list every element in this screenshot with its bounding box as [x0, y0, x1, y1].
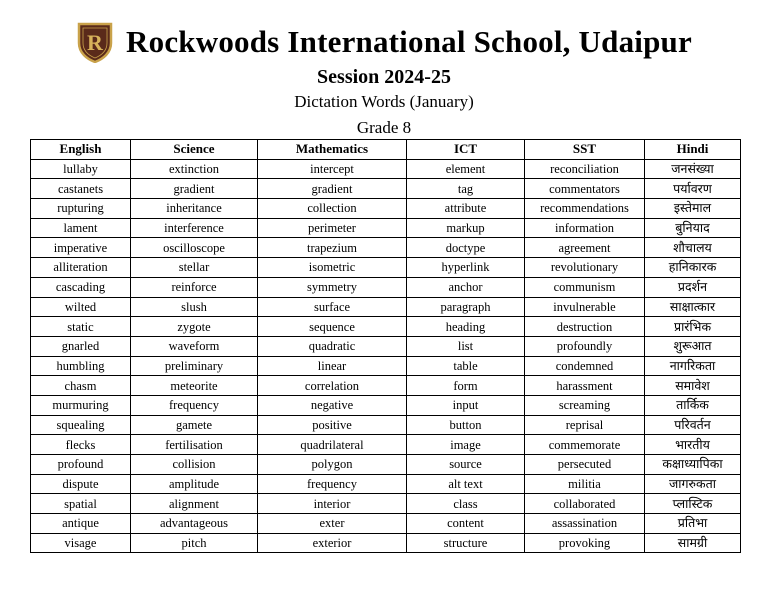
document-header	[0, 20, 768, 139]
word-cell-mathematics: interior	[258, 494, 407, 514]
word-cell-hindi: समावेश	[645, 376, 741, 396]
word-cell-hindi: कक्षाध्यापिका	[645, 455, 741, 475]
word-cell-ict: element	[407, 159, 525, 179]
word-cell-english: imperative	[31, 238, 131, 258]
word-cell-ict: form	[407, 376, 525, 396]
word-cell-mathematics: sequence	[258, 317, 407, 337]
table-row	[31, 277, 741, 297]
table-row	[31, 474, 741, 494]
word-cell-english: chasm	[31, 376, 131, 396]
table-row	[31, 395, 741, 415]
word-cell-science: preliminary	[131, 356, 258, 376]
word-cell-english: visage	[31, 533, 131, 553]
word-cell-sst: agreement	[525, 238, 645, 258]
word-cell-science: amplitude	[131, 474, 258, 494]
word-cell-english: gnarled	[31, 336, 131, 356]
word-cell-science: extinction	[131, 159, 258, 179]
word-cell-mathematics: quadrilateral	[258, 435, 407, 455]
word-cell-ict: alt text	[407, 474, 525, 494]
word-cell-english: wilted	[31, 297, 131, 317]
word-cell-sst: assassination	[525, 514, 645, 534]
table-row	[31, 455, 741, 475]
word-cell-english: lament	[31, 218, 131, 238]
word-cell-hindi: जनसंख्या	[645, 159, 741, 179]
word-cell-ict: image	[407, 435, 525, 455]
table-row	[31, 356, 741, 376]
word-cell-sst: information	[525, 218, 645, 238]
word-cell-hindi: प्लास्टिक	[645, 494, 741, 514]
table-row	[31, 297, 741, 317]
word-cell-science: waveform	[131, 336, 258, 356]
word-cell-hindi: प्रदर्शन	[645, 277, 741, 297]
word-cell-english: dispute	[31, 474, 131, 494]
word-cell-mathematics: trapezium	[258, 238, 407, 258]
table-row	[31, 159, 741, 179]
word-cell-hindi: तार्किक	[645, 395, 741, 415]
word-cell-mathematics: linear	[258, 356, 407, 376]
word-cell-mathematics: gradient	[258, 179, 407, 199]
table-row	[31, 336, 741, 356]
word-cell-mathematics: negative	[258, 395, 407, 415]
word-cell-sst: screaming	[525, 395, 645, 415]
word-cell-sst: harassment	[525, 376, 645, 396]
table-row	[31, 317, 741, 337]
word-cell-science: advantageous	[131, 514, 258, 534]
word-cell-mathematics: surface	[258, 297, 407, 317]
word-cell-ict: list	[407, 336, 525, 356]
word-cell-mathematics: quadratic	[258, 336, 407, 356]
word-cell-science: inheritance	[131, 199, 258, 219]
word-cell-english: castanets	[31, 179, 131, 199]
word-cell-science: pitch	[131, 533, 258, 553]
word-cell-ict: class	[407, 494, 525, 514]
column-header-mathematics: Mathematics	[258, 140, 407, 160]
word-cell-science: slush	[131, 297, 258, 317]
word-cell-science: interference	[131, 218, 258, 238]
word-cell-science: frequency	[131, 395, 258, 415]
column-header-hindi: Hindi	[645, 140, 741, 160]
word-cell-ict: anchor	[407, 277, 525, 297]
session-label: Session 2024-25	[317, 66, 451, 88]
word-cell-science: gradient	[131, 179, 258, 199]
column-header-english: English	[31, 140, 131, 160]
word-cell-sst: collaborated	[525, 494, 645, 514]
word-cell-english: flecks	[31, 435, 131, 455]
word-cell-sst: condemned	[525, 356, 645, 376]
word-cell-mathematics: polygon	[258, 455, 407, 475]
word-cell-mathematics: symmetry	[258, 277, 407, 297]
word-cell-science: gamete	[131, 415, 258, 435]
title-row	[0, 20, 768, 64]
table-row	[31, 494, 741, 514]
word-cell-ict: content	[407, 514, 525, 534]
word-cell-ict: doctype	[407, 238, 525, 258]
table-body	[31, 159, 741, 553]
word-cell-ict: attribute	[407, 199, 525, 219]
word-cell-sst: destruction	[525, 317, 645, 337]
word-cell-hindi: बुनियाद	[645, 218, 741, 238]
word-cell-english: humbling	[31, 356, 131, 376]
word-cell-hindi: नागरिकता	[645, 356, 741, 376]
word-cell-ict: source	[407, 455, 525, 475]
word-cell-mathematics: perimeter	[258, 218, 407, 238]
word-cell-ict: structure	[407, 533, 525, 553]
word-cell-english: murmuring	[31, 395, 131, 415]
word-cell-english: alliteration	[31, 258, 131, 278]
school-logo	[76, 21, 114, 63]
word-cell-ict: markup	[407, 218, 525, 238]
column-header-science: Science	[131, 140, 258, 160]
word-cell-mathematics: isometric	[258, 258, 407, 278]
word-cell-hindi: शौचालय	[645, 238, 741, 258]
word-cell-sst: communism	[525, 277, 645, 297]
word-cell-english: profound	[31, 455, 131, 475]
word-cell-ict: paragraph	[407, 297, 525, 317]
word-cell-ict: tag	[407, 179, 525, 199]
word-cell-mathematics: intercept	[258, 159, 407, 179]
word-cell-sst: profoundly	[525, 336, 645, 356]
word-cell-hindi: पर्यावरण	[645, 179, 741, 199]
table-header-row	[31, 140, 741, 160]
table-row	[31, 179, 741, 199]
word-cell-science: fertilisation	[131, 435, 258, 455]
word-cell-hindi: जागरुकता	[645, 474, 741, 494]
word-cell-english: rupturing	[31, 199, 131, 219]
word-cell-sst: persecuted	[525, 455, 645, 475]
word-cell-sst: recommendations	[525, 199, 645, 219]
word-cell-english: antique	[31, 514, 131, 534]
word-cell-ict: heading	[407, 317, 525, 337]
word-cell-ict: table	[407, 356, 525, 376]
table-row	[31, 435, 741, 455]
table-row	[31, 415, 741, 435]
word-cell-hindi: प्रारंभिक	[645, 317, 741, 337]
word-cell-english: cascading	[31, 277, 131, 297]
word-cell-hindi: भारतीय	[645, 435, 741, 455]
word-cell-sst: provoking	[525, 533, 645, 553]
word-cell-hindi: प्रतिभा	[645, 514, 741, 534]
word-cell-hindi: परिवर्तन	[645, 415, 741, 435]
word-cell-ict: hyperlink	[407, 258, 525, 278]
word-cell-hindi: साक्षात्कार	[645, 297, 741, 317]
table-row	[31, 218, 741, 238]
word-cell-english: spatial	[31, 494, 131, 514]
word-cell-science: meteorite	[131, 376, 258, 396]
word-cell-mathematics: exterior	[258, 533, 407, 553]
word-cell-sst: invulnerable	[525, 297, 645, 317]
word-cell-science: oscilloscope	[131, 238, 258, 258]
word-cell-ict: button	[407, 415, 525, 435]
word-cell-sst: reprisal	[525, 415, 645, 435]
word-cell-sst: reconciliation	[525, 159, 645, 179]
word-cell-mathematics: positive	[258, 415, 407, 435]
column-header-sst: SST	[525, 140, 645, 160]
table-row	[31, 238, 741, 258]
table-row	[31, 199, 741, 219]
column-header-ict: ICT	[407, 140, 525, 160]
word-cell-mathematics: exter	[258, 514, 407, 534]
word-cell-english: static	[31, 317, 131, 337]
word-cell-sst: commemorate	[525, 435, 645, 455]
word-cell-hindi: हानिकारक	[645, 258, 741, 278]
word-cell-science: zygote	[131, 317, 258, 337]
word-cell-mathematics: correlation	[258, 376, 407, 396]
word-cell-science: alignment	[131, 494, 258, 514]
word-cell-english: lullaby	[31, 159, 131, 179]
word-cell-mathematics: frequency	[258, 474, 407, 494]
word-cell-science: stellar	[131, 258, 258, 278]
word-cell-hindi: इस्तेमाल	[645, 199, 741, 219]
school-name: Rockwoods International School, Udaipur	[126, 24, 692, 59]
word-cell-sst: commentators	[525, 179, 645, 199]
dictation-words-table	[30, 139, 741, 553]
logo-letter: R	[87, 30, 103, 55]
word-cell-science: reinforce	[131, 277, 258, 297]
word-cell-english: squealing	[31, 415, 131, 435]
table-row	[31, 533, 741, 553]
word-cell-sst: revolutionary	[525, 258, 645, 278]
word-cell-science: collision	[131, 455, 258, 475]
word-cell-sst: militia	[525, 474, 645, 494]
table-row	[31, 258, 741, 278]
word-cell-ict: input	[407, 395, 525, 415]
grade-label: Grade 8	[356, 118, 412, 137]
table-row	[31, 514, 741, 534]
word-cell-hindi: शुरूआत	[645, 336, 741, 356]
document-subtitle: Dictation Words (January)	[294, 92, 474, 111]
word-cell-hindi: सामग्री	[645, 533, 741, 553]
word-cell-mathematics: collection	[258, 199, 407, 219]
table-row	[31, 376, 741, 396]
